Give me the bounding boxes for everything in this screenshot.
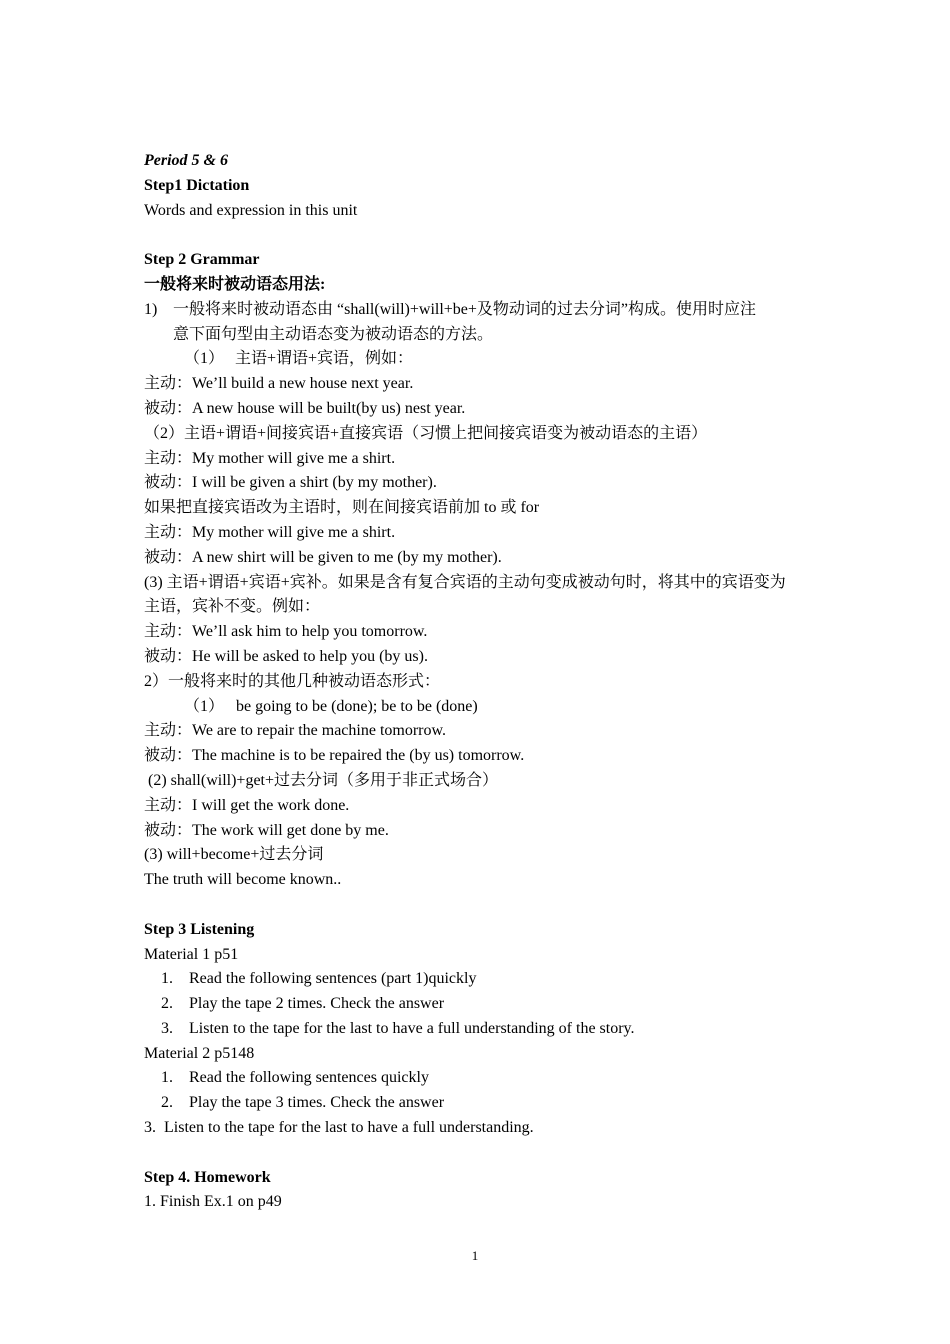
list-number: 1. bbox=[161, 970, 173, 988]
example-active: 主动：We’ll ask him to help you tomorrow. bbox=[144, 623, 428, 641]
grammar-point-1 bbox=[144, 298, 814, 323]
list-item bbox=[144, 1066, 814, 1091]
example-active: 主动：My mother will give me a shirt. bbox=[144, 449, 396, 467]
list-item bbox=[144, 992, 814, 1017]
homework-item: 1. Finish Ex.1 on p49 bbox=[144, 1193, 282, 1211]
material-1: Material 1 p51 bbox=[144, 945, 239, 963]
example-active: 主动：We’ll build a new house next year. bbox=[144, 375, 414, 393]
blank-line bbox=[144, 1141, 814, 1166]
step1-heading: Step1 Dictation bbox=[144, 176, 250, 194]
list-number: 3. bbox=[161, 1019, 173, 1037]
pattern-1 bbox=[144, 347, 814, 372]
example-passive: 被动：A new house will be built(by us) nest year. bbox=[144, 399, 466, 417]
step2-heading: Step 2 Grammar bbox=[144, 251, 260, 269]
pattern-2: （2）主语+谓语+间接宾语+直接宾语（习惯上把间接宾语变为被动语态的主语） bbox=[144, 424, 708, 442]
list-item bbox=[144, 967, 814, 992]
document-body bbox=[144, 149, 814, 1215]
list-number: 1. bbox=[161, 1069, 173, 1087]
example-active: 主动：We are to repair the machine tomorrow. bbox=[144, 722, 447, 740]
list-item: 3. Listen to the tape for the last to have a full understanding. bbox=[144, 1119, 534, 1137]
blank-line bbox=[144, 223, 814, 248]
list-number: （1） bbox=[184, 350, 225, 368]
example-sentence: The truth will become known.. bbox=[144, 871, 342, 889]
material-2: Material 2 p5148 bbox=[144, 1044, 255, 1062]
form-1 bbox=[144, 695, 814, 720]
page-number: 1 bbox=[471, 1248, 479, 1263]
step3-heading: Step 3 Listening bbox=[144, 920, 255, 938]
form-2: (2) shall(will)+get+过去分词（多用于非正式场合） bbox=[144, 771, 499, 789]
list-item-text: Play the tape 2 times. Check the answer bbox=[189, 995, 445, 1013]
example-passive: 被动：I will be given a shirt (by my mother). bbox=[144, 474, 437, 492]
grammar-note: 如果把直接宾语改为主语时，则在间接宾语前加 to 或 for bbox=[144, 499, 540, 517]
example-passive: 被动：He will be asked to help you (by us). bbox=[144, 647, 428, 665]
step1-text: Words and expression in this unit bbox=[144, 201, 358, 219]
grammar-subtitle: 一般将来时被动语态用法: bbox=[144, 275, 326, 293]
form-3: (3) will+become+过去分词 bbox=[144, 846, 324, 864]
grammar-point-2: 2）一般将来时的其他几种被动语态形式： bbox=[144, 672, 441, 690]
blank-line bbox=[144, 893, 814, 918]
step4-heading: Step 4. Homework bbox=[144, 1168, 271, 1186]
list-number: 2. bbox=[161, 1094, 173, 1112]
grammar-point-1-text: 一般将来时被动语态由 “shall(will)+will+be+及物动词的过去分词”构成。使用时应注 bbox=[173, 300, 757, 318]
grammar-point-1-cont: 意下面句型由主动语态变为被动语态的方法。 bbox=[173, 325, 494, 343]
list-number: 2. bbox=[161, 995, 173, 1013]
list-number: 1) bbox=[144, 300, 158, 318]
list-item-text: Read the following sentences quickly bbox=[189, 1069, 429, 1087]
example-passive: 被动：The machine is to be repaired the (by us) tomorrow. bbox=[144, 747, 525, 765]
example-passive: 被动：A new shirt will be given to me (by my mother). bbox=[144, 548, 502, 566]
period-heading: Period 5 & 6 bbox=[144, 152, 228, 169]
list-item-text: Play the tape 3 times. Check the answer bbox=[189, 1094, 445, 1112]
form-1-text: be going to be (done); be to be (done) bbox=[236, 697, 478, 715]
pattern-3: (3) 主语+谓语+宾语+宾补。如果是含有复合宾语的主动句变成被动句时，将其中的宾语变为 bbox=[144, 573, 786, 591]
example-active: 主动：I will get the work done. bbox=[144, 796, 350, 814]
pattern-1-text: 主语+谓语+宾语，例如： bbox=[235, 350, 414, 368]
list-item-text: Listen to the tape for the last to have a full understanding of the story. bbox=[189, 1019, 635, 1037]
list-item bbox=[144, 1017, 814, 1042]
list-item-text: Read the following sentences (part 1)quickly bbox=[189, 970, 477, 988]
list-number: （1） bbox=[184, 697, 225, 715]
pattern-3-cont: 主语，宾补不变。例如： bbox=[144, 598, 321, 616]
list-item bbox=[144, 1091, 814, 1116]
example-passive: 被动：The work will get done by me. bbox=[144, 821, 389, 839]
example-active: 主动：My mother will give me a shirt. bbox=[144, 523, 396, 541]
